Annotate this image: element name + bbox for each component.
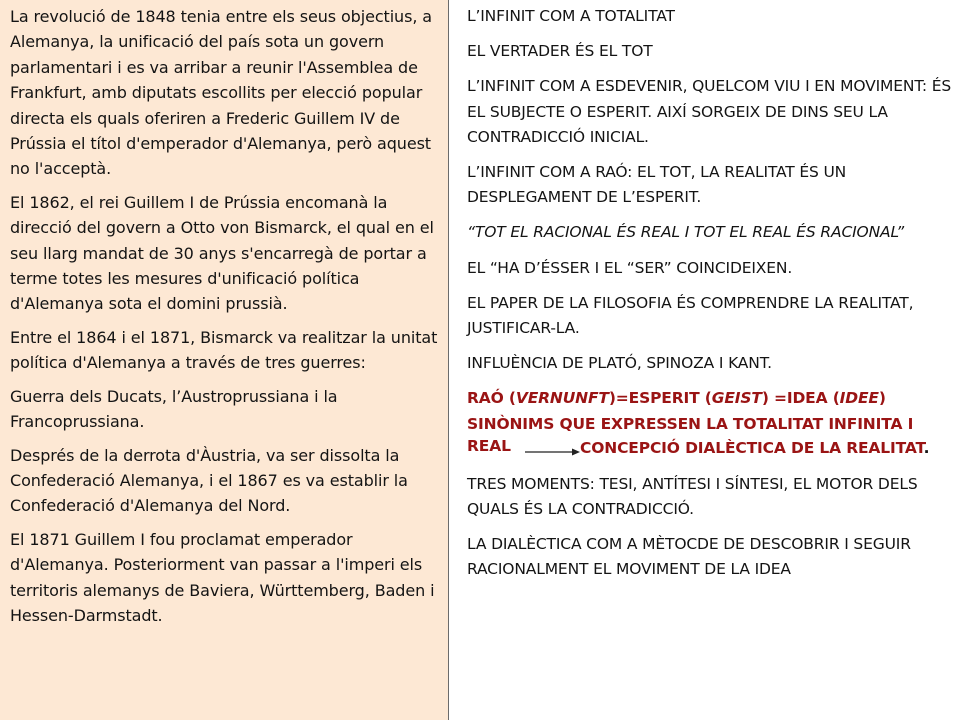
quote-racional-real: “TOT EL RACIONAL ÉS REAL I TOT EL REAL ÉS RACIONAL” [467,223,905,242]
line-infinit-rao: L’INFINIT COM A RAÓ: EL TOT, LA REALITAT ÉS UN DESPLEGAMENT DE L’ESPERIT. [467,163,847,207]
paragraph-three-wars: Entre el 1864 i el 1871, Bismarck va realitzar la unitat política d'Alemanya a través de tres guerres: [10,327,438,373]
dialectic-conception: CONCEPCIÓ DIALÈCTICA DE LA REALITAT. [580,438,930,457]
paragraph-bismarck: El 1862, el rei Guillem I de Prússia encomanà la direcció del govern a Otto von Bismarck, el qual en el seu llarg mandat de 30 anys s'encarregà de portar a terme totes les mesures d'unificació política d'Alemanya sota el domini prussià. [10,192,434,314]
line-paper-filosofia: EL PAPER DE LA FILOSOFIA ÉS COMPRENDRE LA REALITAT, JUSTIFICAR-LA. [467,293,914,338]
paragraph-emperor: El 1871 Guillem I fou proclamat emperador d'Alemanya. Posteriorment van passar a l'imperi els territoris alemanys de Baviera, Württemberg, Baden i Hessen-Darmstadt. [10,529,435,625]
line-infinit-totalitat: L’INFINIT COM A TOTALITAT [467,7,675,25]
paragraph-1848-revolution: La revolució de 1848 tenia entre els seus objectius, a Alemanya, la unificació del país sota un govern parlamentari i es va arribar a reunir l'Assemblea de Frankfurt, amb diputats escollits per elecció popular directa els quals oferiren a Frederic Guillem IV de Prússia el títol d'emperador d'Alemanya, però aquest no l'acceptà. [10,7,432,179]
line-ha-desser: EL “HA D’ÉSSER I EL “SER” COINCIDEIXEN. [467,258,793,277]
rao-esperit-idea: RAÓ (VERNUNFT)=ESPERIT (GEIST) =IDEA (IDEE) SINÒNIMS QUE EXPRESSEN LA TOTALITAT INFINITA I [467,389,914,433]
line-infinit-esdevenir: L’INFINIT COM A ESDEVENIR, QUELCOM VIU I EN MOVIMENT: ÉS EL SUBJECTE O ESPERIT. AIXÍ SORGEIX DE DINS SEU LA CONTRADICCIÓ INICIAL. [467,77,952,146]
line-vertader: EL VERTADER ÉS EL TOT [467,42,653,61]
paragraph-confederation: Després de la derrota d'Àustria, va ser dissolta la Confederació Alemanya, i el 1867 es va establir la Confederació d'Alemanya del Nord. [10,445,408,516]
line-dialectica-metode: LA DIALÈCTICA COM A MÈTOCDE DE DESCOBRIR I SEGUIR RACIONALMENT EL MOVIMENT DE LA IDEA [467,535,911,579]
history-panel [0,0,449,720]
line-influencia: INFLUÈNCIA DE PLATÓ, SPINOZA I KANT. [467,354,772,373]
paragraph-wars-list: Guerra dels Ducats, l’Austroprussiana i la Francoprussiana. [10,386,338,432]
right-arrow-icon [525,447,581,457]
real-word: REAL [467,436,511,455]
real-conception-line [467,434,957,458]
philosophy-panel [467,4,957,593]
line-tres-moments: TRES MOMENTS: TESI, ANTÍTESI I SÍNTESI, EL MOTOR DELS QUALS ÉS LA CONTRADICCIÓ. [467,474,918,519]
